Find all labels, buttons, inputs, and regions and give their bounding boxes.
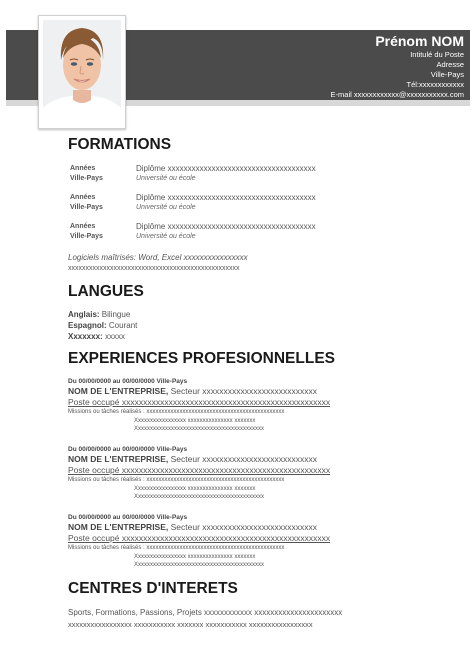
experience-missions: Missions ou tâches réalisés : xxxxxxxxxxxxxxxxxxxxxxxxxxxxxxxxxxxxxxxxxxxxxx: [68, 545, 285, 551]
experience-mission-line: Xxxxxxxxxxxxxxxxxxxxxxxxxxxxxxxxxxxxxxxxxxx: [134, 562, 265, 568]
formation-place: Ville-Pays: [70, 233, 103, 240]
section-title-experiences: EXPERIENCES PROFESIONNELLES: [68, 350, 335, 367]
experience-date: Du 00/00/0000 au 00/00/0000 Ville-Pays: [68, 378, 188, 385]
phone: Tél:xxxxxxxxxxxx: [406, 80, 464, 89]
language-level: Bilingue: [101, 310, 131, 319]
header-contact: [331, 33, 464, 100]
software-extra: xxxxxxxxxxxxxxxxxxxxxxxxxxxxxxxxxxxxxxxxxxxxxxxxx: [68, 265, 240, 272]
job-title: Intitulé du Poste: [410, 50, 464, 59]
formation-item: [70, 193, 450, 213]
section-title-formations: FORMATIONS: [68, 136, 172, 153]
interests-line: Sports, Formations, Passions, Projets xxxxxxxxxxxx xxxxxxxxxxxxxxxxxxxxxx: [68, 608, 343, 617]
formation-years: Années: [70, 165, 96, 172]
experience-company-line: [68, 454, 458, 465]
formation-diploma: Diplôme xxxxxxxxxxxxxxxxxxxxxxxxxxxxxxxxxxxxx: [136, 164, 316, 173]
section-title-interets: CENTRES D'INTERETS: [68, 580, 238, 597]
experience-company-line: [68, 522, 458, 533]
software-skills: Logiciels maîtrisés: Word, Excel xxxxxxxxxxxxxxxx: [68, 253, 248, 262]
language-name: Xxxxxxx:: [68, 332, 103, 341]
profile-photo: [38, 15, 126, 129]
address: Adresse: [436, 60, 464, 69]
experience-mission-line: Xxxxxxxxxxxxxxxxxxxxxxxxxxxxxxxxxxxxxxxxxxx: [134, 426, 265, 432]
formation-item: [70, 222, 450, 242]
experience-mission-line: Xxxxxxxxxxxxxxxxx xxxxxxxxxxxxxxx xxxxxxx: [134, 553, 256, 560]
portrait-icon: [43, 20, 121, 124]
formation-years: Années: [70, 223, 96, 230]
experience-item: [68, 445, 458, 502]
language-name: Espagnol:: [68, 321, 107, 330]
language-item: [68, 320, 137, 331]
experience-missions: Missions ou tâches réalisés : xxxxxxxxxxxxxxxxxxxxxxxxxxxxxxxxxxxxxxxxxxxxxx: [68, 477, 285, 483]
experience-date: Du 00/00/0000 au 00/00/0000 Ville-Pays: [68, 446, 188, 453]
interests-line: xxxxxxxxxxxxxxxxx xxxxxxxxxxx xxxxxxx xxxxxxxxxxx xxxxxxxxxxxxxxxxx: [68, 620, 313, 629]
experience-position: Poste occupé xxxxxxxxxxxxxxxxxxxxxxxxxxxxxxxxxxxxxxxxxxxxxxxxx: [68, 465, 331, 475]
language-level: xxxxx: [104, 332, 125, 341]
experience-missions: Missions ou tâches réalisés : xxxxxxxxxxxxxxxxxxxxxxxxxxxxxxxxxxxxxxxxxxxxxx: [68, 409, 285, 415]
company-sector: Secteur xxxxxxxxxxxxxxxxxxxxxxxxxxx: [170, 386, 318, 396]
candidate-name: Prénom NOM: [375, 33, 464, 49]
language-level: Courant: [108, 321, 138, 330]
company-name: NOM DE L'ENTREPRISE,: [68, 386, 169, 396]
company-name: NOM DE L'ENTREPRISE,: [68, 522, 169, 532]
company-sector: Secteur xxxxxxxxxxxxxxxxxxxxxxxxxxx: [170, 454, 318, 464]
formation-years: Années: [70, 194, 96, 201]
language-name: Anglais:: [68, 310, 100, 319]
formation-diploma: Diplôme xxxxxxxxxxxxxxxxxxxxxxxxxxxxxxxxxxxxx: [136, 222, 316, 231]
formation-school: Université ou école: [136, 204, 196, 211]
formation-school: Université ou école: [136, 233, 196, 240]
formation-item: [70, 164, 450, 184]
experience-mission-line: Xxxxxxxxxxxxxxxxx xxxxxxxxxxxxxxx xxxxxxx: [134, 485, 256, 492]
city-country: Ville-Pays: [430, 70, 464, 79]
section-title-langues: LANGUES: [68, 283, 144, 300]
language-item: [68, 309, 130, 320]
formation-place: Ville-Pays: [70, 175, 103, 182]
experience-mission-line: Xxxxxxxxxxxxxxxxx xxxxxxxxxxxxxxx xxxxxxx: [134, 417, 256, 424]
formation-school: Université ou école: [136, 175, 196, 182]
company-name: NOM DE L'ENTREPRISE,: [68, 454, 169, 464]
experience-position: Poste occupé xxxxxxxxxxxxxxxxxxxxxxxxxxxxxxxxxxxxxxxxxxxxxxxxx: [68, 397, 331, 407]
language-item: [68, 331, 125, 342]
experience-date: Du 00/00/0000 au 00/00/0000 Ville-Pays: [68, 514, 188, 521]
experience-item: [68, 513, 458, 570]
company-sector: Secteur xxxxxxxxxxxxxxxxxxxxxxxxxxx: [170, 522, 318, 532]
formation-diploma: Diplôme xxxxxxxxxxxxxxxxxxxxxxxxxxxxxxxxxxxxx: [136, 193, 316, 202]
email: E-mail xxxxxxxxxxxx@xxxxxxxxxxx.com: [330, 90, 464, 99]
experience-position: Poste occupé xxxxxxxxxxxxxxxxxxxxxxxxxxxxxxxxxxxxxxxxxxxxxxxxx: [68, 533, 331, 543]
formation-place: Ville-Pays: [70, 204, 103, 211]
experience-mission-line: Xxxxxxxxxxxxxxxxxxxxxxxxxxxxxxxxxxxxxxxxxxx: [134, 494, 265, 500]
experience-company-line: [68, 386, 458, 397]
experience-item: [68, 377, 458, 434]
